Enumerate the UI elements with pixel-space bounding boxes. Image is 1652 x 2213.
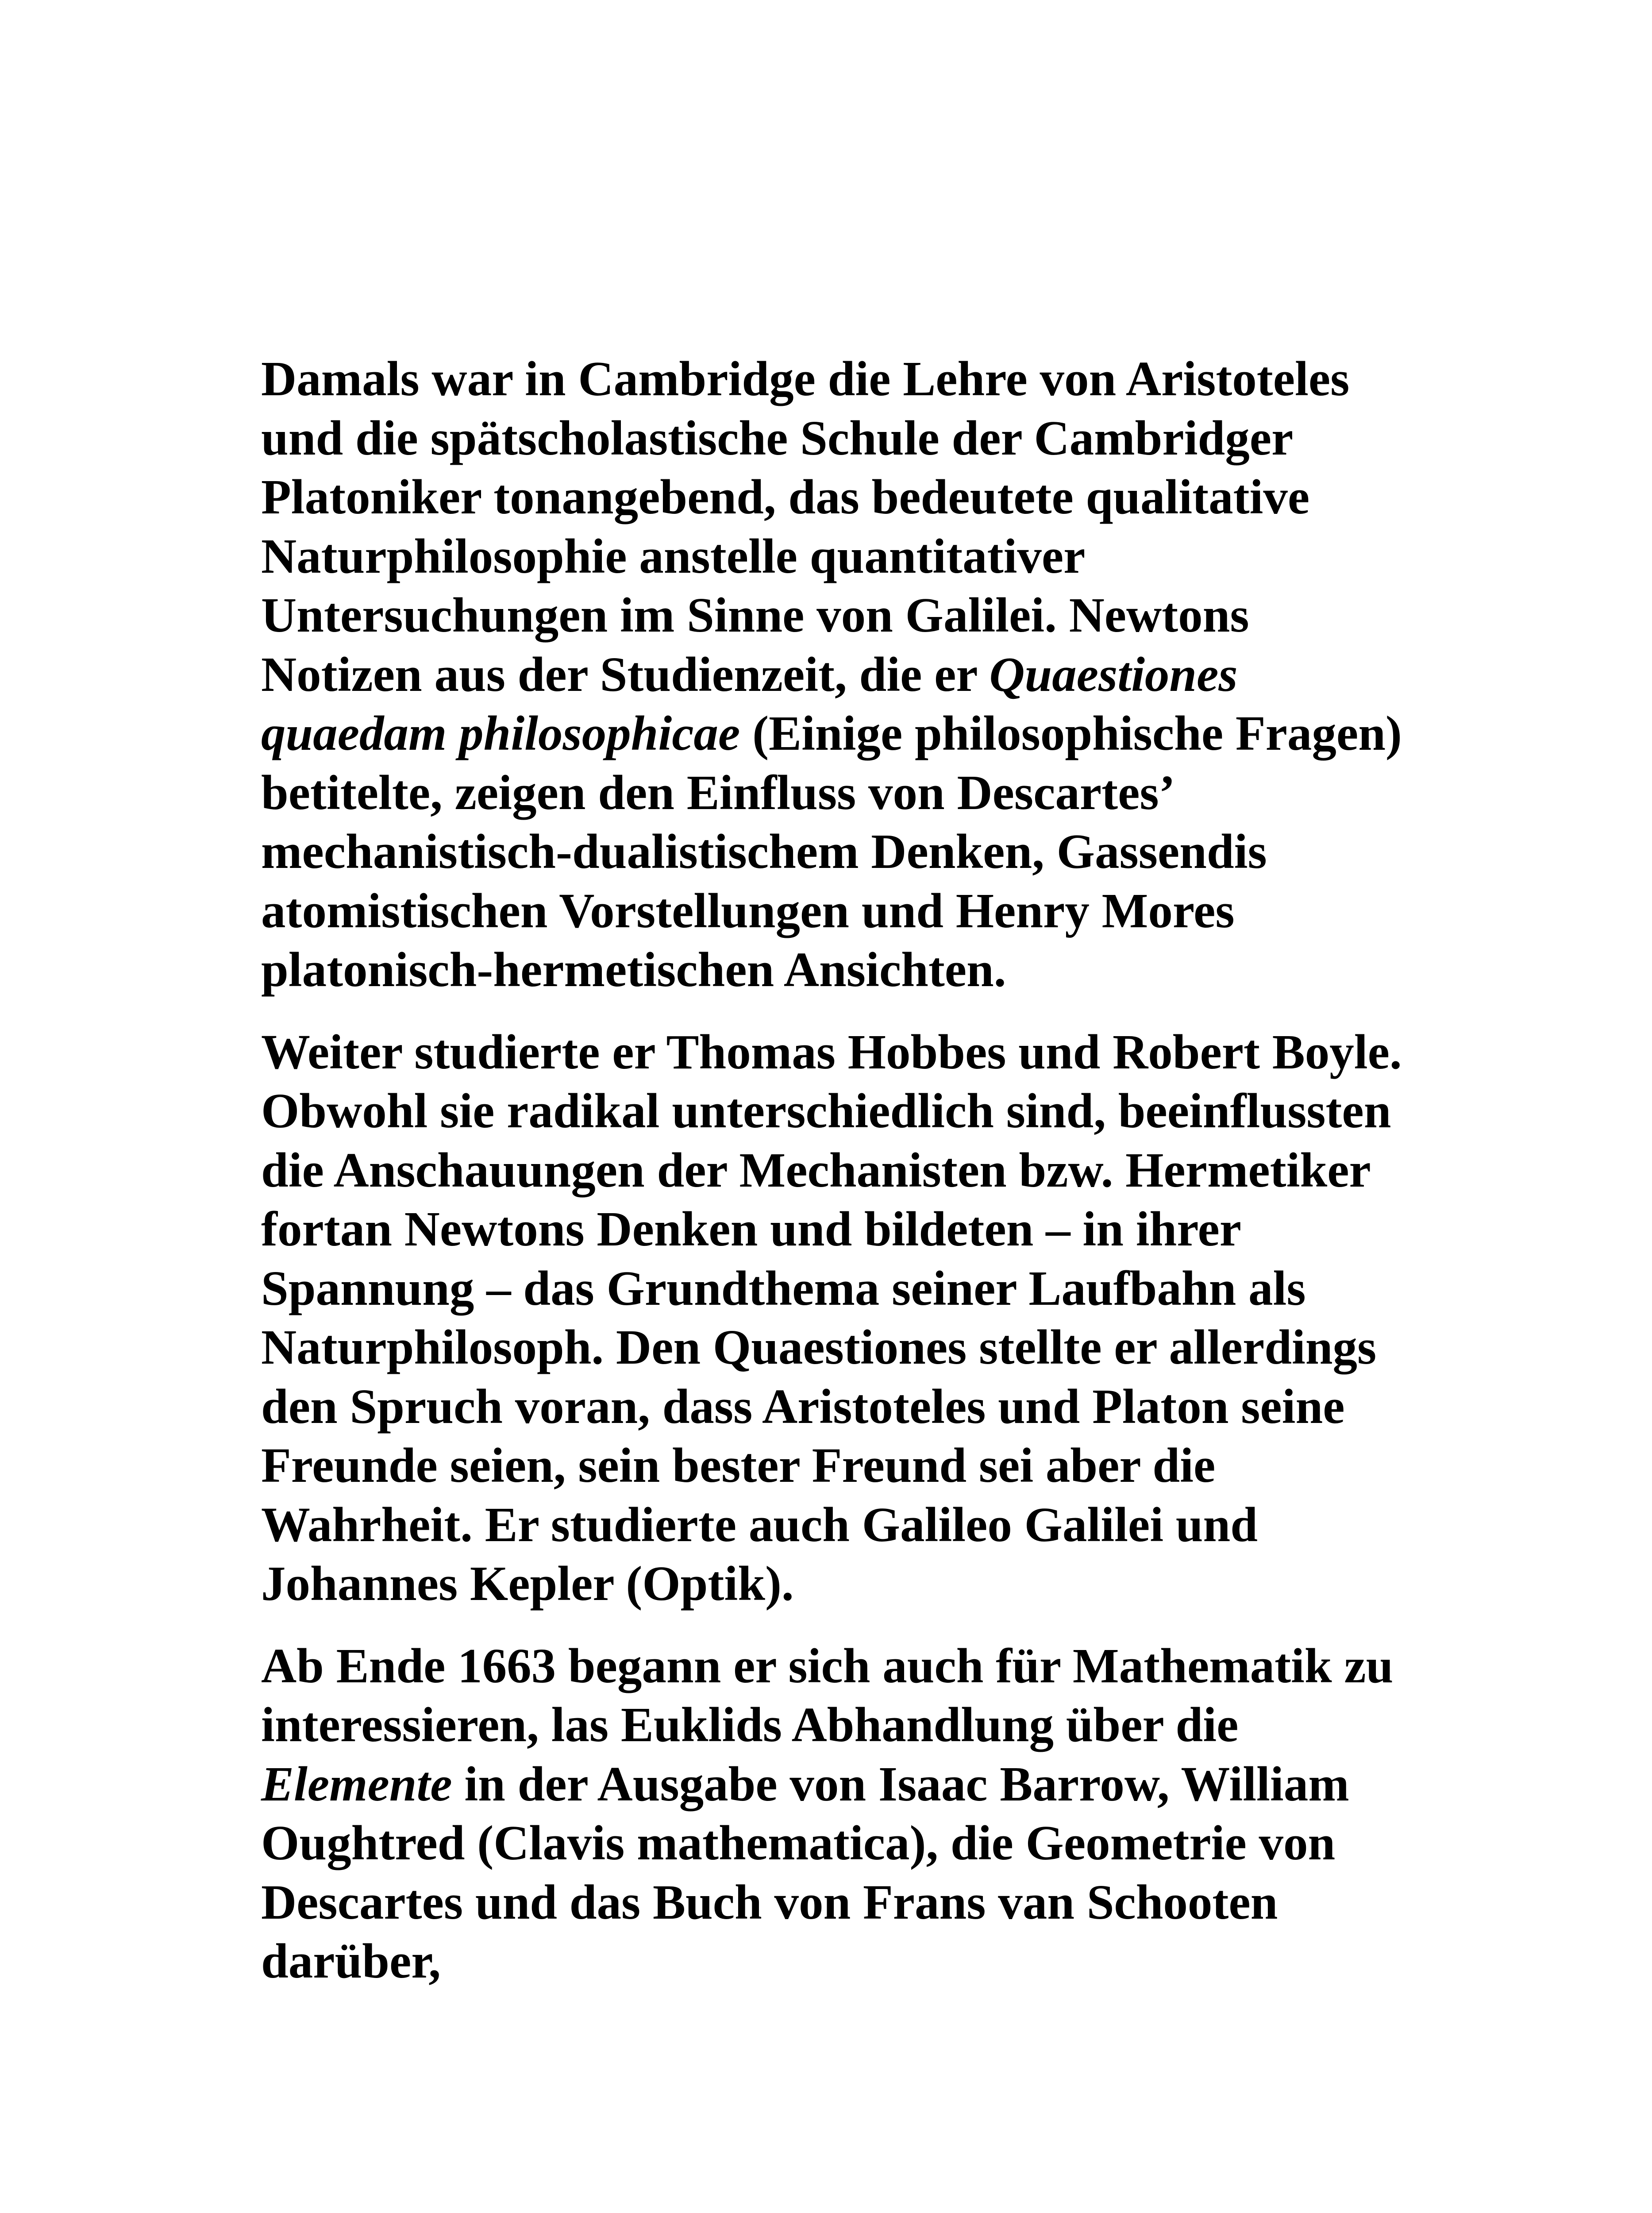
text-line [261, 1932, 1434, 1991]
text-segment: Johannes Kepler (Optik). [261, 1557, 794, 1611]
text-line [261, 1023, 1434, 1082]
paragraph [261, 350, 1434, 1000]
text-segment: Untersuchungen im Sinne von Galilei. Newtons [261, 588, 1249, 643]
text-line [261, 586, 1434, 645]
text-segment: darüber, [261, 1934, 441, 1989]
text-line [261, 527, 1434, 586]
text-line [261, 1259, 1434, 1319]
text-segment: betitelte, zeigen den Einfluss von Descartes’ [261, 765, 1175, 820]
text-line [261, 1696, 1434, 1755]
text-line [261, 1755, 1434, 1814]
text-segment: die Anschauungen der Mechanisten bzw. Hermetiker [261, 1143, 1371, 1198]
italic-text: quaedam philosophicae [261, 706, 740, 761]
text-line [261, 1318, 1434, 1377]
text-segment: Naturphilosoph. Den Quaestiones stellte er allerdings [261, 1320, 1377, 1375]
text-line [261, 1200, 1434, 1259]
text-line [261, 822, 1434, 882]
text-segment: Damals war in Cambridge die Lehre von Aristoteles [261, 352, 1350, 406]
text-segment: interessieren, las Euklids Abhandlung über die [261, 1698, 1239, 1752]
text-segment: mechanistisch-dualistischem Denken, Gassendis [261, 825, 1267, 879]
text-segment: Obwohl sie radikal unterschiedlich sind, beeinflussten [261, 1084, 1391, 1138]
text-segment: Descartes und das Buch von Frans van Schooten [261, 1875, 1278, 1930]
text-segment: Notizen aus der Studienzeit, die er [261, 647, 990, 702]
text-line [261, 1496, 1434, 1555]
text-segment: Freunde seien, sein bester Freund sei aber die [261, 1438, 1216, 1493]
text-segment: platonisch-hermetischen Ansichten. [261, 943, 1006, 997]
text-segment: den Spruch voran, dass Aristoteles und Platon seine [261, 1379, 1345, 1434]
text-segment: Wahrheit. Er studierte auch Galileo Galilei und [261, 1497, 1258, 1552]
body-text [261, 350, 1434, 2014]
italic-text: Quaestiones [989, 647, 1238, 702]
text-line [261, 1554, 1434, 1614]
text-segment: (Einige philosophische Fragen) [740, 706, 1402, 761]
paragraph [261, 1023, 1434, 1614]
text-segment: in der Ausgabe von Isaac Barrow, William [452, 1757, 1349, 1812]
text-segment: Spannung – das Grundthema seiner Laufbahn als [261, 1261, 1306, 1316]
text-line [261, 1873, 1434, 1932]
text-line [261, 1082, 1434, 1141]
text-segment: atomistischen Vorstellungen und Henry Mores [261, 883, 1235, 938]
text-line [261, 704, 1434, 763]
text-segment: Naturphilosophie anstelle quantitativer [261, 529, 1086, 584]
text-segment: und die spätscholastische Schule der Cambridger [261, 411, 1294, 466]
text-line [261, 1377, 1434, 1437]
text-line [261, 1814, 1434, 1873]
text-segment: Platoniker tonangebend, das bedeutete qualitative [261, 470, 1310, 524]
text-line [261, 941, 1434, 1000]
text-segment: Ab Ende 1663 begann er sich auch für Mathematik zu [261, 1639, 1394, 1693]
text-line [261, 350, 1434, 409]
text-segment: Oughtred (Clavis mathematica), die Geometrie von [261, 1816, 1336, 1870]
text-segment: Weiter studierte er Thomas Hobbes und Robert Boyle. [261, 1025, 1402, 1080]
text-line [261, 882, 1434, 941]
text-line [261, 468, 1434, 527]
text-segment: fortan Newtons Denken und bildeten – in ihrer [261, 1202, 1242, 1257]
text-line [261, 1436, 1434, 1496]
text-line [261, 409, 1434, 468]
text-line [261, 1637, 1434, 1696]
text-line [261, 1141, 1434, 1200]
paragraph [261, 1637, 1434, 1991]
text-line [261, 763, 1434, 823]
italic-text: Elemente [261, 1757, 452, 1812]
text-line [261, 645, 1434, 705]
